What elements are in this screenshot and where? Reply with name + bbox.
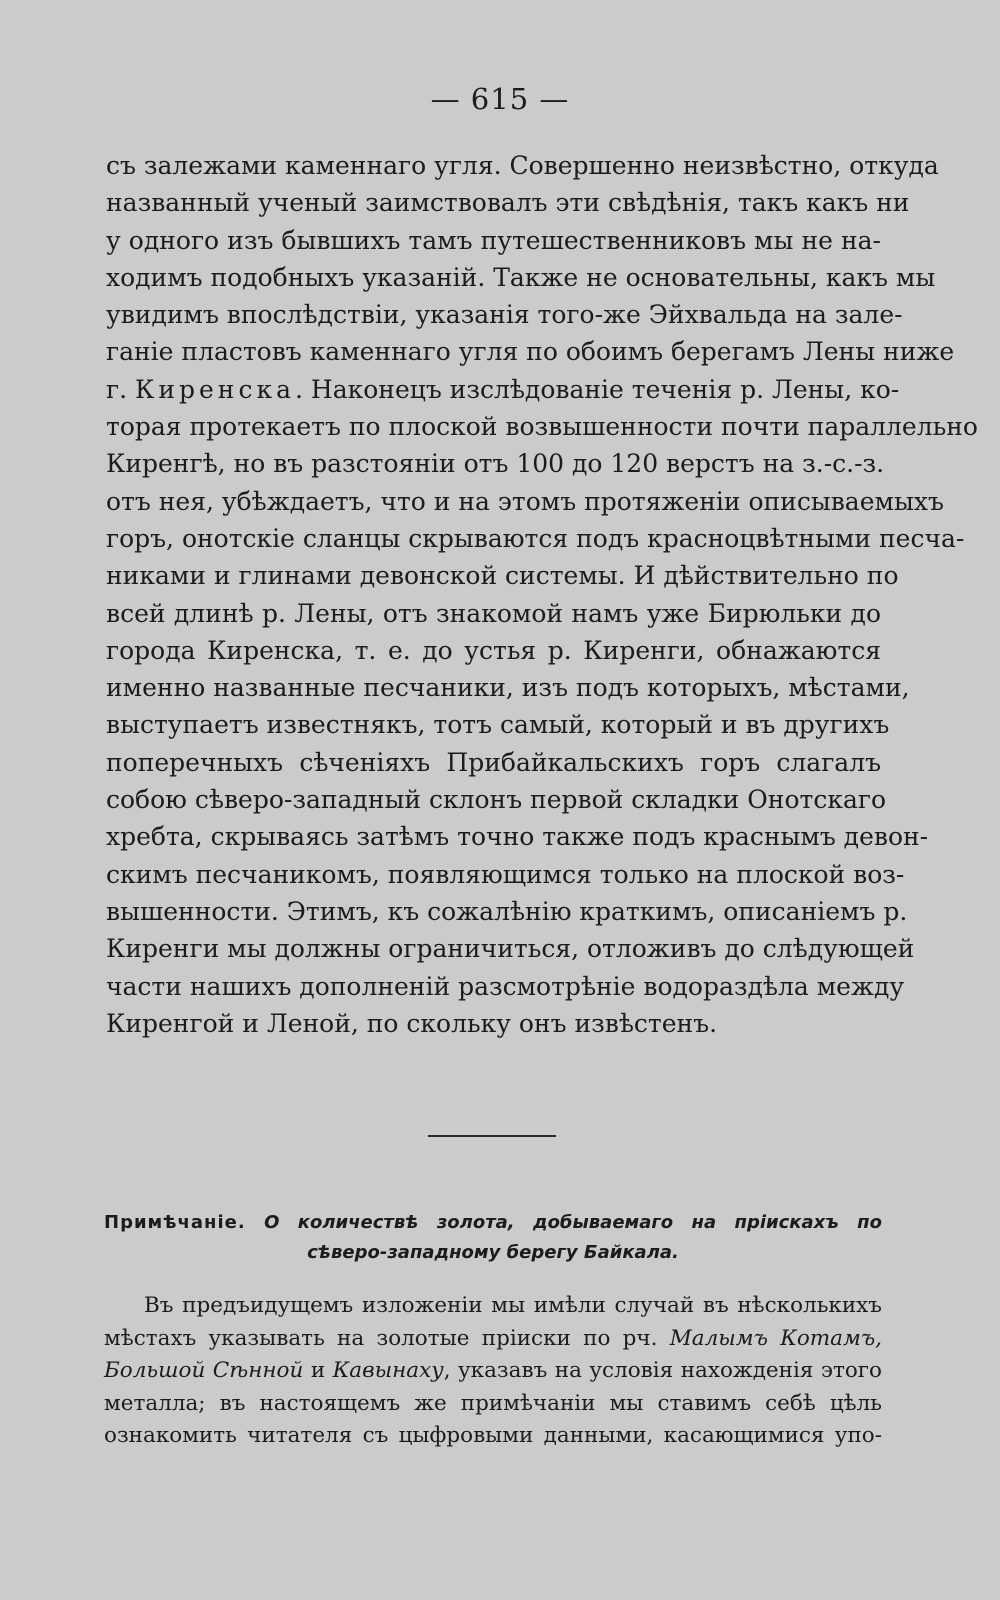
text-line: никами и глинами девонской системы. И дѣйствительно по <box>106 561 899 591</box>
note-line: Въ предъидущемъ изложеніи мы имѣли случай въ нѣсколькихъ <box>144 1293 882 1318</box>
text-line: ганіе пластовъ каменнаго угля по обоимъ берегамъ Лены ниже <box>106 337 955 367</box>
text-fragment: мѣстахъ указывать на золотые пріиски по рч. <box>104 1325 670 1351</box>
note-heading-line: сѣверо-западному берегу Байкала. <box>307 1242 679 1263</box>
text-line: хребта, скрываясь затѣмъ точно также подъ краснымъ девон- <box>106 822 929 852</box>
text-fragment: и <box>303 1358 333 1383</box>
text-line: части нашихъ дополненій разсмотрѣніе водораздѣла между <box>106 971 905 1001</box>
text-line: торая протекаетъ по плоской возвышенности почти параллельно <box>106 412 978 442</box>
text-fragment: , указавъ на условія нахожденія этого <box>443 1358 883 1383</box>
main-text-block <box>106 147 978 1042</box>
text-line: поперечныхъ сѣченіяхъ Прибайкальскихъ горъ слагалъ <box>106 747 881 777</box>
italic-place-name: Кавынаху <box>332 1358 444 1383</box>
text-line: горъ, онотскіе сланцы скрываются подъ красноцвѣтными песча- <box>106 523 965 553</box>
note-line <box>104 1323 882 1356</box>
text-line: выступаетъ известнякъ, тотъ самый, который и въ другихъ <box>106 710 890 740</box>
note-heading-line <box>104 1208 882 1238</box>
text-line: скимъ песчаникомъ, появляющимся только на плоской воз- <box>106 859 905 889</box>
text-line: отъ нея, убѣждаетъ, что и на этомъ протяженіи описываемыхъ <box>106 486 944 516</box>
italic-place-name: Большой Сѣнной <box>104 1358 304 1383</box>
italic-place-name: Малымъ Котамъ, <box>669 1325 882 1351</box>
note-line: ознакомить читателя съ цыфровыми данными, касающимися упо- <box>104 1423 882 1448</box>
note-line: металла; въ настоящемъ же примѣчаніи мы ставимъ себѣ цѣль <box>104 1390 882 1416</box>
text-line: вышенности. Этимъ, къ сожалѣнію краткимъ, описаніемъ р. <box>106 896 908 926</box>
text-fragment: г. <box>106 374 128 404</box>
text-line: увидимъ впослѣдствіи, указанія того-же Эйхвальда на зале- <box>106 300 903 330</box>
note-heading-text: О количествѣ золота, добываемаго на пріискахъ по <box>245 1212 882 1233</box>
text-line: города Киренска, т. е. до устья р. Киренги, обнажаются <box>106 635 881 665</box>
section-divider <box>428 1135 556 1137</box>
note-label: Примѣчаніе. <box>104 1212 246 1233</box>
text-line: всей длинѣ р. Лены, отъ знакомой намъ уже Бирюльки до <box>106 598 881 628</box>
note-line <box>104 1355 882 1388</box>
note-heading <box>104 1208 882 1268</box>
text-line: Киренги мы должны ограничиться, отложивъ до слѣдующей <box>106 934 915 964</box>
text-line: ходимъ подобныхъ указаній. Также не основательны, какъ мы <box>106 262 936 292</box>
text-line: названный ученый заимствовалъ эти свѣдѣнія, такъ какъ ни <box>106 188 910 218</box>
text-line <box>106 371 900 408</box>
text-fragment: . Наконецъ изслѣдованіе теченія р. Лены, ко- <box>295 374 900 404</box>
text-line: Киренгѣ, но въ разстояніи отъ 100 до 120 верстъ на з.-с.-з. <box>106 449 885 479</box>
text-line: Киренгой и Леной, по скольку онъ извѣстенъ. <box>106 1008 718 1038</box>
spaced-place-name: Киренска <box>135 374 296 404</box>
text-line: съ залежами каменнаго угля. Совершенно неизвѣстно, откуда <box>106 151 939 180</box>
text-line: именно названные песчаники, изъ подъ которыхъ, мѣстами, <box>106 673 910 703</box>
text-line: собою сѣверо-западный склонъ первой складки Онотскаго <box>106 785 887 815</box>
text-line: у одного изъ бывшихъ тамъ путешественниковъ мы не на- <box>106 225 881 255</box>
note-text-block <box>104 1290 882 1453</box>
page-number: — 615 — <box>430 82 570 116</box>
